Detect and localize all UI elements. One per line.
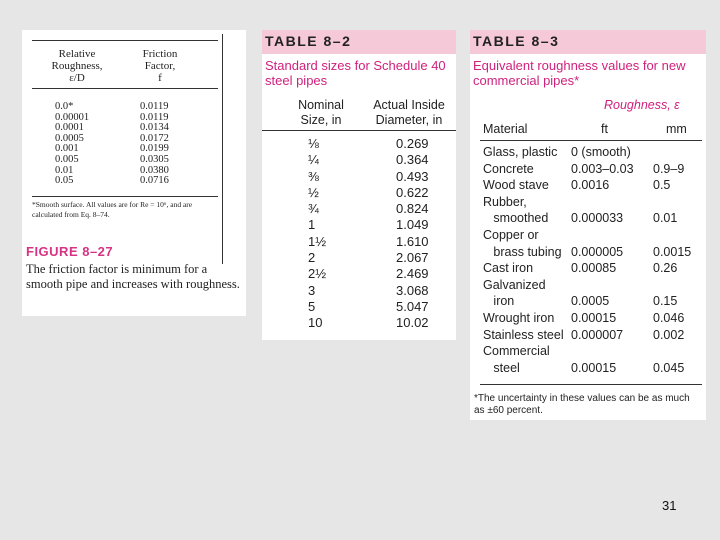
- table-row: [470, 277, 706, 294]
- table-row: [22, 166, 222, 177]
- table-row: [262, 152, 456, 168]
- table-row: [470, 360, 706, 377]
- table-row: [262, 266, 456, 282]
- nominal-size-header: Nominal Size, in: [298, 98, 344, 127]
- inside-diameter-cell: 3.068: [396, 282, 429, 298]
- roughness-mm-cell: 0.26: [653, 261, 678, 276]
- table-row: [470, 227, 706, 244]
- figure-divider: [222, 34, 223, 264]
- table-row: [470, 260, 706, 277]
- inside-diameter-cell: 10.02: [396, 315, 429, 331]
- footer-rule: [480, 384, 702, 385]
- material-cell: Stainless steel: [483, 327, 564, 342]
- material-cell: Cast iron: [483, 261, 534, 276]
- figure-caption-title: FIGURE 8–27: [26, 244, 114, 259]
- inside-diameter-cell: 0.622: [396, 184, 429, 200]
- material-cell: Wood stave: [483, 178, 549, 193]
- figure-8-27-panel: [22, 30, 246, 316]
- inside-diameter-cell: 0.824: [396, 201, 429, 217]
- friction-factor-header: Friction Factor, f: [142, 48, 178, 84]
- table-row: [262, 201, 456, 217]
- table-row: [470, 194, 706, 211]
- relative-roughness-cell: 0.0005: [55, 132, 84, 144]
- nominal-size-cell: ⅛: [308, 136, 319, 151]
- table-subtitle: Equivalent roughness values for new commercial pipes*: [473, 58, 686, 88]
- material-cell: Copper or: [483, 227, 539, 242]
- relative-roughness-cell: 0.00001: [55, 111, 90, 123]
- material-cell: Rubber,: [483, 194, 527, 209]
- friction-factor-cell: 0.0119: [140, 111, 169, 123]
- table-footnote: *Smooth surface. All values are for Re = 10⁶, and are calculated from Eq. 8–74.: [32, 200, 193, 219]
- material-cell: smoothed: [483, 211, 549, 226]
- nominal-size-cell: ¼: [308, 152, 319, 168]
- roughness-mm-cell: 0.01: [653, 211, 678, 226]
- roughness-ft-cell: 0.000033: [571, 211, 624, 226]
- friction-factor-cell: 0.0119: [140, 101, 169, 112]
- page-number: 31: [662, 498, 677, 513]
- inside-diameter-cell: 1.049: [396, 217, 429, 233]
- table-row: [470, 244, 706, 261]
- header-rule: [32, 88, 218, 89]
- friction-factor-cell: 0.0134: [140, 122, 169, 134]
- roughness-group-header: Roughness, ε: [604, 98, 680, 112]
- table-row: [22, 113, 222, 124]
- roughness-ft-cell: 0.00015: [571, 310, 617, 325]
- roughness-ft-cell: 0.0005: [571, 294, 610, 309]
- material-cell: Galvanized: [483, 277, 546, 292]
- table-row: [262, 299, 456, 315]
- roughness-mm-cell: 0.046: [653, 310, 685, 325]
- material-cell: Commercial: [483, 344, 550, 359]
- nominal-size-cell: 1½: [308, 233, 327, 249]
- table-row: [262, 217, 456, 233]
- table-row: [262, 185, 456, 201]
- table-title-band: [262, 30, 456, 54]
- table-8-2-panel: [262, 30, 456, 340]
- table-title: TABLE 8–2: [265, 33, 352, 49]
- table-row: [22, 102, 222, 113]
- nominal-size-cell: ½: [308, 184, 319, 200]
- friction-factor-cell: 0.0199: [140, 143, 169, 155]
- table-row: [470, 210, 706, 227]
- nominal-size-cell: 10: [308, 315, 323, 331]
- inside-diameter-cell: 2.469: [396, 266, 429, 282]
- pipe-size-rows: [262, 136, 456, 332]
- relative-roughness-cell: 0.0*: [55, 101, 74, 112]
- nominal-size-cell: ⅜: [308, 168, 319, 184]
- table-subtitle: Standard sizes for Schedule 40 steel pipes: [265, 58, 446, 88]
- table-row: [22, 176, 222, 187]
- relative-roughness-cell: 0.01: [55, 164, 74, 176]
- roughness-mm-cell: 0.002: [653, 327, 685, 342]
- table-bottom-rule: [32, 196, 218, 197]
- inside-diameter-cell: 0.493: [396, 168, 429, 184]
- material-cell: Concrete: [483, 161, 534, 176]
- nominal-size-cell: ¾: [308, 201, 319, 217]
- table-row: [470, 343, 706, 360]
- roughness-ft-cell: 0.003–0.03: [571, 161, 634, 176]
- relative-roughness-header: Relative Roughness, ε/D: [51, 48, 103, 84]
- friction-factor-cell: 0.0716: [140, 175, 169, 187]
- nominal-size-cell: 2: [308, 250, 316, 266]
- roughness-mm-cell: 0.045: [653, 360, 685, 375]
- inside-diameter-cell: 5.047: [396, 298, 429, 314]
- roughness-mm-cell: 0.15: [653, 294, 678, 309]
- roughness-mm-cell: 0.5: [653, 178, 671, 193]
- roughness-ft-cell: 0 (smooth): [571, 145, 631, 159]
- friction-factor-cell: 0.0305: [140, 153, 169, 165]
- table-row: [262, 136, 456, 152]
- roughness-ft-cell: 0.00015: [571, 360, 617, 375]
- table-row: [470, 177, 706, 194]
- table-row: [22, 155, 222, 166]
- relative-roughness-cell: 0.001: [55, 143, 79, 155]
- inside-diameter-cell: 0.269: [396, 136, 429, 151]
- table-row: [262, 283, 456, 299]
- roughness-ft-cell: 0.000005: [571, 244, 624, 259]
- table-row: [22, 144, 222, 155]
- inside-diameter-cell: 1.610: [396, 233, 429, 249]
- relative-roughness-cell: 0.05: [55, 175, 74, 187]
- table-row: [262, 169, 456, 185]
- material-cell: steel: [483, 360, 520, 375]
- table-title: TABLE 8–3: [473, 33, 560, 49]
- table-row: [470, 293, 706, 310]
- roughness-ft-cell: 0.0016: [571, 178, 610, 193]
- inside-diameter-header: Actual Inside Diameter, in: [373, 98, 445, 127]
- roughness-mm-cell: 0.9–9: [653, 161, 685, 176]
- table-row: [262, 315, 456, 331]
- relative-roughness-cell: 0.005: [55, 153, 79, 165]
- relative-roughness-cell: 0.0001: [55, 122, 84, 134]
- nominal-size-cell: 2½: [308, 266, 327, 282]
- nominal-size-cell: 1: [308, 217, 316, 233]
- table-top-rule: [32, 40, 218, 41]
- table-row: [470, 310, 706, 327]
- table-footnote: *The uncertainty in these values can be as much as ±60 percent.: [474, 393, 690, 416]
- inside-diameter-cell: 2.067: [396, 250, 429, 266]
- roughness-ft-cell: 0.000007: [571, 327, 624, 342]
- friction-factor-cell: 0.0380: [140, 164, 169, 176]
- material-cell: Wrought iron: [483, 310, 555, 325]
- table-row: [22, 123, 222, 134]
- roughness-rows: [470, 144, 706, 376]
- table-title-band: [470, 30, 706, 54]
- table-row: [262, 250, 456, 266]
- nominal-size-cell: 3: [308, 282, 316, 298]
- figure-caption-text: The friction factor is minimum for a smooth pipe and increases with roughness.: [26, 262, 240, 291]
- ft-header: ft: [601, 122, 608, 136]
- roughness-mm-cell: 0.0015: [653, 244, 692, 259]
- nominal-size-cell: 5: [308, 298, 316, 314]
- table-row: [470, 161, 706, 178]
- friction-factor-cell: 0.0172: [140, 132, 169, 144]
- mm-header: mm: [666, 122, 687, 136]
- friction-factor-rows: [22, 102, 222, 187]
- table-row: [470, 144, 706, 161]
- table-row: [470, 327, 706, 344]
- table-row: [22, 134, 222, 145]
- table-row: [262, 234, 456, 250]
- roughness-ft-cell: 0.00085: [571, 261, 617, 276]
- material-header: Material: [483, 122, 528, 136]
- material-cell: Glass, plastic: [483, 145, 558, 159]
- header-rule: [480, 140, 702, 141]
- material-cell: iron: [483, 294, 515, 309]
- material-cell: brass tubing: [483, 244, 562, 259]
- table-8-3-panel: [470, 30, 706, 420]
- header-rule: [262, 130, 456, 131]
- inside-diameter-cell: 0.364: [396, 152, 429, 168]
